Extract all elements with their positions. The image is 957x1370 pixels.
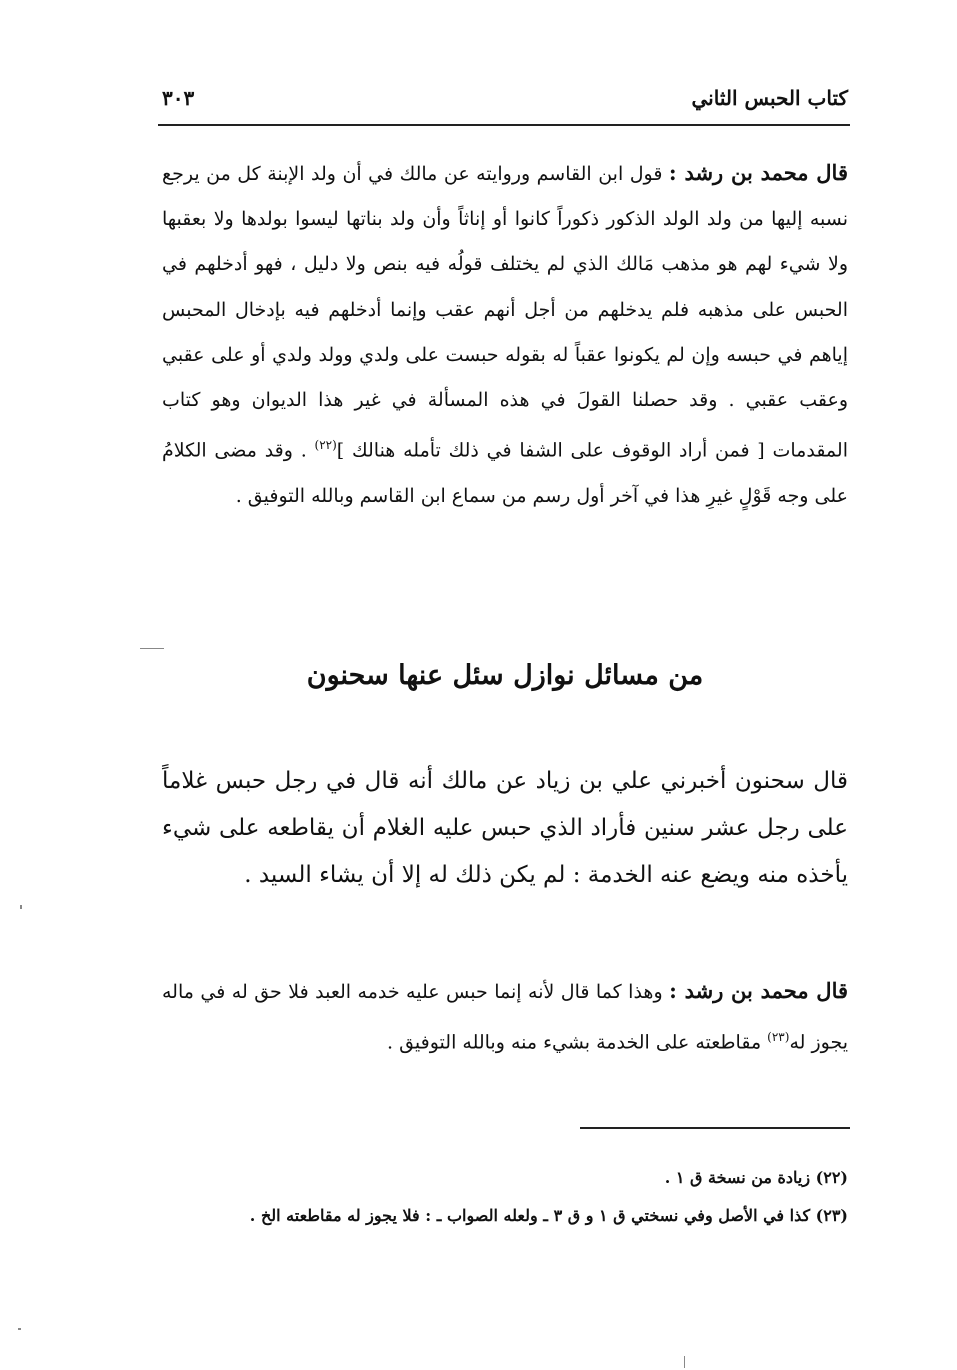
running-header bbox=[162, 82, 848, 122]
footnote-rule bbox=[580, 1127, 850, 1129]
footnotes bbox=[162, 1160, 848, 1236]
footnote-item: (٢٢) زيادة من نسخة ق ١ . bbox=[664, 1168, 848, 1187]
paragraph-body: وهذا كما قال لأنه إنما حبس عليه خدمه العبد فلا حق له في ماله يجوز له bbox=[162, 981, 848, 1054]
page-number: ٣٠٣ bbox=[162, 86, 195, 110]
paragraph-lead: قال محمد بن رشد : bbox=[668, 160, 848, 185]
scan-mark bbox=[20, 905, 22, 909]
paragraph-commentary-1 bbox=[162, 150, 848, 519]
scan-mark bbox=[140, 648, 164, 649]
section-heading: من مسائل نوازل سئل عنها سحنون bbox=[306, 660, 704, 691]
paragraph-body-continued: مقاطعته على الخدمة بشيء منه وبالله التوفيق . bbox=[386, 1031, 768, 1054]
paragraph-question: قال سحنون أخبرني علي بن زياد عن مالك أنه قال في رجل حبس غلاماً على رجل عشر سنين فأراد الذي حبس عليه الغلام أن يقاطعه على شيء يأخذه منه ويضع عنه الخدمة : لم يكن ذلك له إلا أن يشاء السيد . bbox=[162, 768, 848, 888]
footnote-reference: (٢٢) bbox=[314, 438, 337, 453]
paragraph-body-continued: . وقد مضى الكلامُ على وجه قَوْلٍ غيرِ هذا في آخر أول رسم من سماع ابن القاسم وبالله التوفيق . bbox=[162, 439, 848, 507]
scan-mark bbox=[684, 1356, 685, 1368]
scan-mark bbox=[18, 1328, 21, 1330]
paragraph-body: قول ابن القاسم وروايته عن مالك في أن ولد الإبنة كل من يرجع نسبه إليها من ولد الولد الذكور ذكوراً كانوا أو إناثاً وأن ولد بناتها ليسوا بولدها ولا بعقبها ولا شيء لهم هو مذهب مَالك الذي لم يختلف قولُه فيه بنص ولا دليل ، فهو أدخلهم في الحبس على مذهبه فلم يدخلهم من أجل أنهم عقب وإنما أدخلهم فيه بإدخال المحبس إياهم في حبسه وإن لم يكونوا عقباً له بقوله حبست على ولدي وولد ولدي أو على عقبي وعقب عقبي . وقد حصلنا القولَ في هذه المسألة في غير هذا الديوان وهو كتاب المقدمات [ فمن أراد الوقوف على الشفا في ذلك تأمله هنالك ] bbox=[162, 163, 848, 462]
header-rule bbox=[158, 124, 850, 126]
footnote-reference: (٢٣) bbox=[767, 1030, 790, 1044]
paragraph-commentary-2 bbox=[162, 968, 848, 1065]
footnote-item: (٢٣) كذا في الأصل وفي نسختي ق ١ و ق ٣ ـ ولعله الصواب ـ : فلا يجوز له مقاطعته الخ . bbox=[249, 1206, 848, 1225]
running-header-title: كتاب الحبس الثاني bbox=[691, 86, 848, 110]
paragraph-lead: قال محمد بن رشد : bbox=[669, 978, 849, 1003]
